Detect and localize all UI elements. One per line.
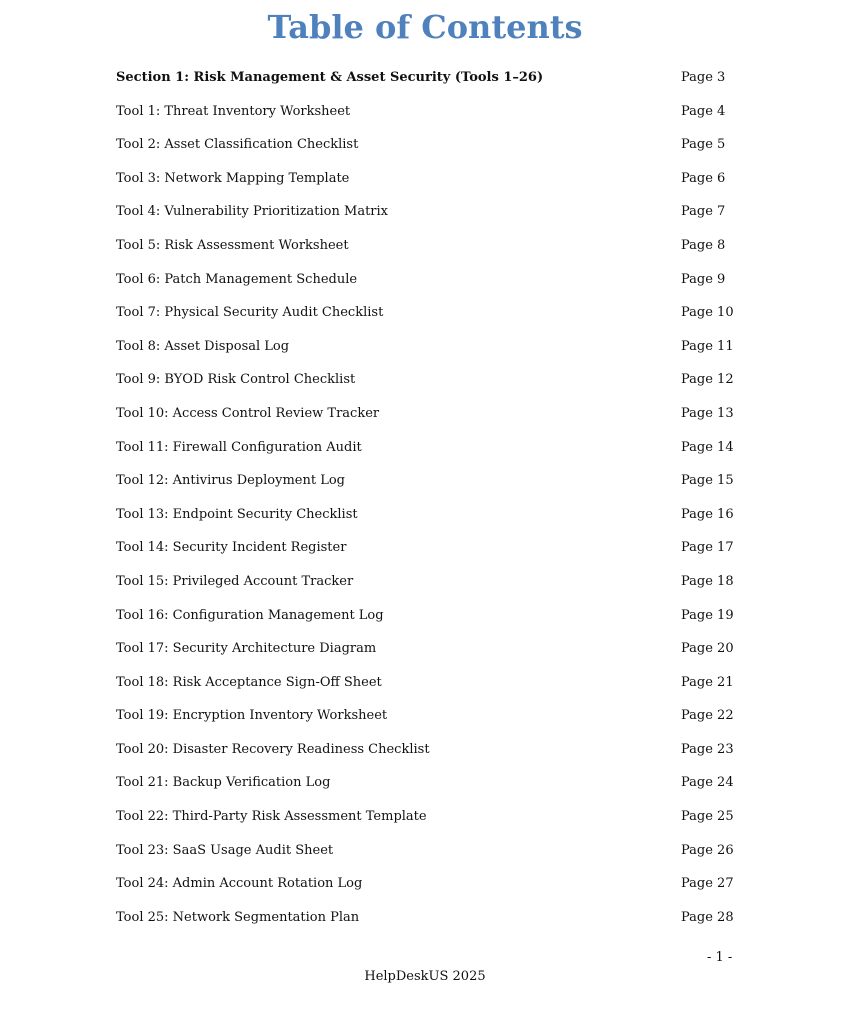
toc-entry[interactable] <box>116 807 736 841</box>
toc-entry-label: Tool 17: Security Architecture Diagram <box>116 641 377 657</box>
toc-entry-label: Tool 19: Encryption Inventory Worksheet <box>116 708 388 724</box>
toc-entry[interactable] <box>116 135 736 169</box>
toc-section-page: Page 3 <box>681 70 726 85</box>
toc-entry-label: Tool 23: SaaS Usage Audit Sheet <box>116 842 334 858</box>
toc-entry[interactable] <box>116 773 736 807</box>
table-of-contents <box>116 68 736 941</box>
toc-entry-page: Page 15 <box>681 473 734 489</box>
toc-entry-label: Tool 8: Asset Disposal Log <box>116 338 290 354</box>
toc-entry[interactable] <box>116 841 736 875</box>
toc-entry-page: Page 5 <box>681 137 726 153</box>
toc-entry-label: Tool 4: Vulnerability Prioritization Matrix <box>116 204 389 220</box>
toc-entry-page: Page 7 <box>681 204 726 220</box>
toc-entry-page: Page 26 <box>681 842 734 858</box>
toc-entry-label: Tool 1: Threat Inventory Worksheet <box>116 103 351 119</box>
toc-entry[interactable] <box>116 639 736 673</box>
toc-entry-label: Tool 14: Security Incident Register <box>116 540 347 556</box>
toc-entry[interactable] <box>116 706 736 740</box>
toc-entry[interactable] <box>116 404 736 438</box>
toc-entry[interactable] <box>116 505 736 539</box>
toc-entry-page: Page 12 <box>681 372 734 388</box>
footer-text: HelpDeskUS 2025 <box>364 969 486 984</box>
toc-section-row[interactable] <box>116 68 736 102</box>
toc-entry-label: Tool 5: Risk Assessment Worksheet <box>116 237 349 253</box>
toc-entry-page: Page 22 <box>681 708 734 724</box>
toc-entry-label: Tool 18: Risk Acceptance Sign-Off Sheet <box>116 674 382 690</box>
toc-entry[interactable] <box>116 572 736 606</box>
toc-entry-page: Page 16 <box>681 506 734 522</box>
toc-entry-page: Page 27 <box>681 876 734 892</box>
toc-entry-page: Page 4 <box>681 103 726 119</box>
toc-entry-label: Tool 11: Firewall Configuration Audit <box>116 439 362 455</box>
toc-entry-page: Page 13 <box>681 405 734 421</box>
toc-entry-page: Page 17 <box>681 540 734 556</box>
toc-entry-page: Page 9 <box>681 271 726 287</box>
toc-entry-page: Page 24 <box>681 775 734 791</box>
toc-entry-label: Tool 2: Asset Classification Checklist <box>116 137 359 153</box>
toc-entry-label: Tool 10: Access Control Review Tracker <box>116 405 380 421</box>
page-number: - 1 - <box>707 950 733 965</box>
toc-entry-label: Tool 9: BYOD Risk Control Checklist <box>116 372 356 388</box>
toc-entry[interactable] <box>116 303 736 337</box>
toc-entry[interactable] <box>116 270 736 304</box>
toc-entry-label: Tool 15: Privileged Account Tracker <box>116 573 354 589</box>
toc-entry[interactable] <box>116 908 736 942</box>
toc-entry-page: Page 14 <box>681 439 734 455</box>
toc-entry[interactable] <box>116 606 736 640</box>
toc-entry[interactable] <box>116 102 736 136</box>
toc-entry[interactable] <box>116 337 736 371</box>
toc-entry[interactable] <box>116 874 736 908</box>
toc-entry-page: Page 6 <box>681 170 726 186</box>
toc-entry[interactable] <box>116 740 736 774</box>
toc-entry-page: Page 20 <box>681 641 734 657</box>
toc-entry-label: Tool 20: Disaster Recovery Readiness Checklist <box>116 741 430 757</box>
toc-entry-label: Tool 3: Network Mapping Template <box>116 170 350 186</box>
toc-entry[interactable] <box>116 538 736 572</box>
toc-entry-page: Page 25 <box>681 809 734 825</box>
toc-entry[interactable] <box>116 236 736 270</box>
page-title: Table of Contents <box>267 8 583 46</box>
toc-entry-page: Page 10 <box>681 305 734 321</box>
toc-entry[interactable] <box>116 169 736 203</box>
toc-entry-label: Tool 21: Backup Verification Log <box>116 775 331 791</box>
toc-entry-label: Tool 6: Patch Management Schedule <box>116 271 358 287</box>
toc-entry-page: Page 8 <box>681 237 726 253</box>
toc-entry-page: Page 11 <box>681 338 734 354</box>
toc-entry-label: Tool 25: Network Segmentation Plan <box>116 909 360 925</box>
toc-entry-label: Tool 22: Third-Party Risk Assessment Template <box>116 809 427 825</box>
toc-entry-page: Page 28 <box>681 909 734 925</box>
toc-entry[interactable] <box>116 438 736 472</box>
toc-entry-page: Page 23 <box>681 741 734 757</box>
toc-entry[interactable] <box>116 673 736 707</box>
toc-entry-label: Tool 16: Configuration Management Log <box>116 607 384 623</box>
toc-entry-label: Tool 7: Physical Security Audit Checklist <box>116 305 384 321</box>
toc-entry[interactable] <box>116 202 736 236</box>
toc-entry-label: Tool 24: Admin Account Rotation Log <box>116 876 363 892</box>
toc-entry[interactable] <box>116 370 736 404</box>
toc-entry-label: Tool 12: Antivirus Deployment Log <box>116 473 345 489</box>
toc-section-label: Section 1: Risk Management & Asset Security (Tools 1–26) <box>116 70 544 85</box>
toc-entry[interactable] <box>116 471 736 505</box>
toc-entry-page: Page 18 <box>681 573 734 589</box>
toc-entry-page: Page 21 <box>681 674 734 690</box>
toc-entry-page: Page 19 <box>681 607 734 623</box>
toc-entry-label: Tool 13: Endpoint Security Checklist <box>116 506 358 522</box>
